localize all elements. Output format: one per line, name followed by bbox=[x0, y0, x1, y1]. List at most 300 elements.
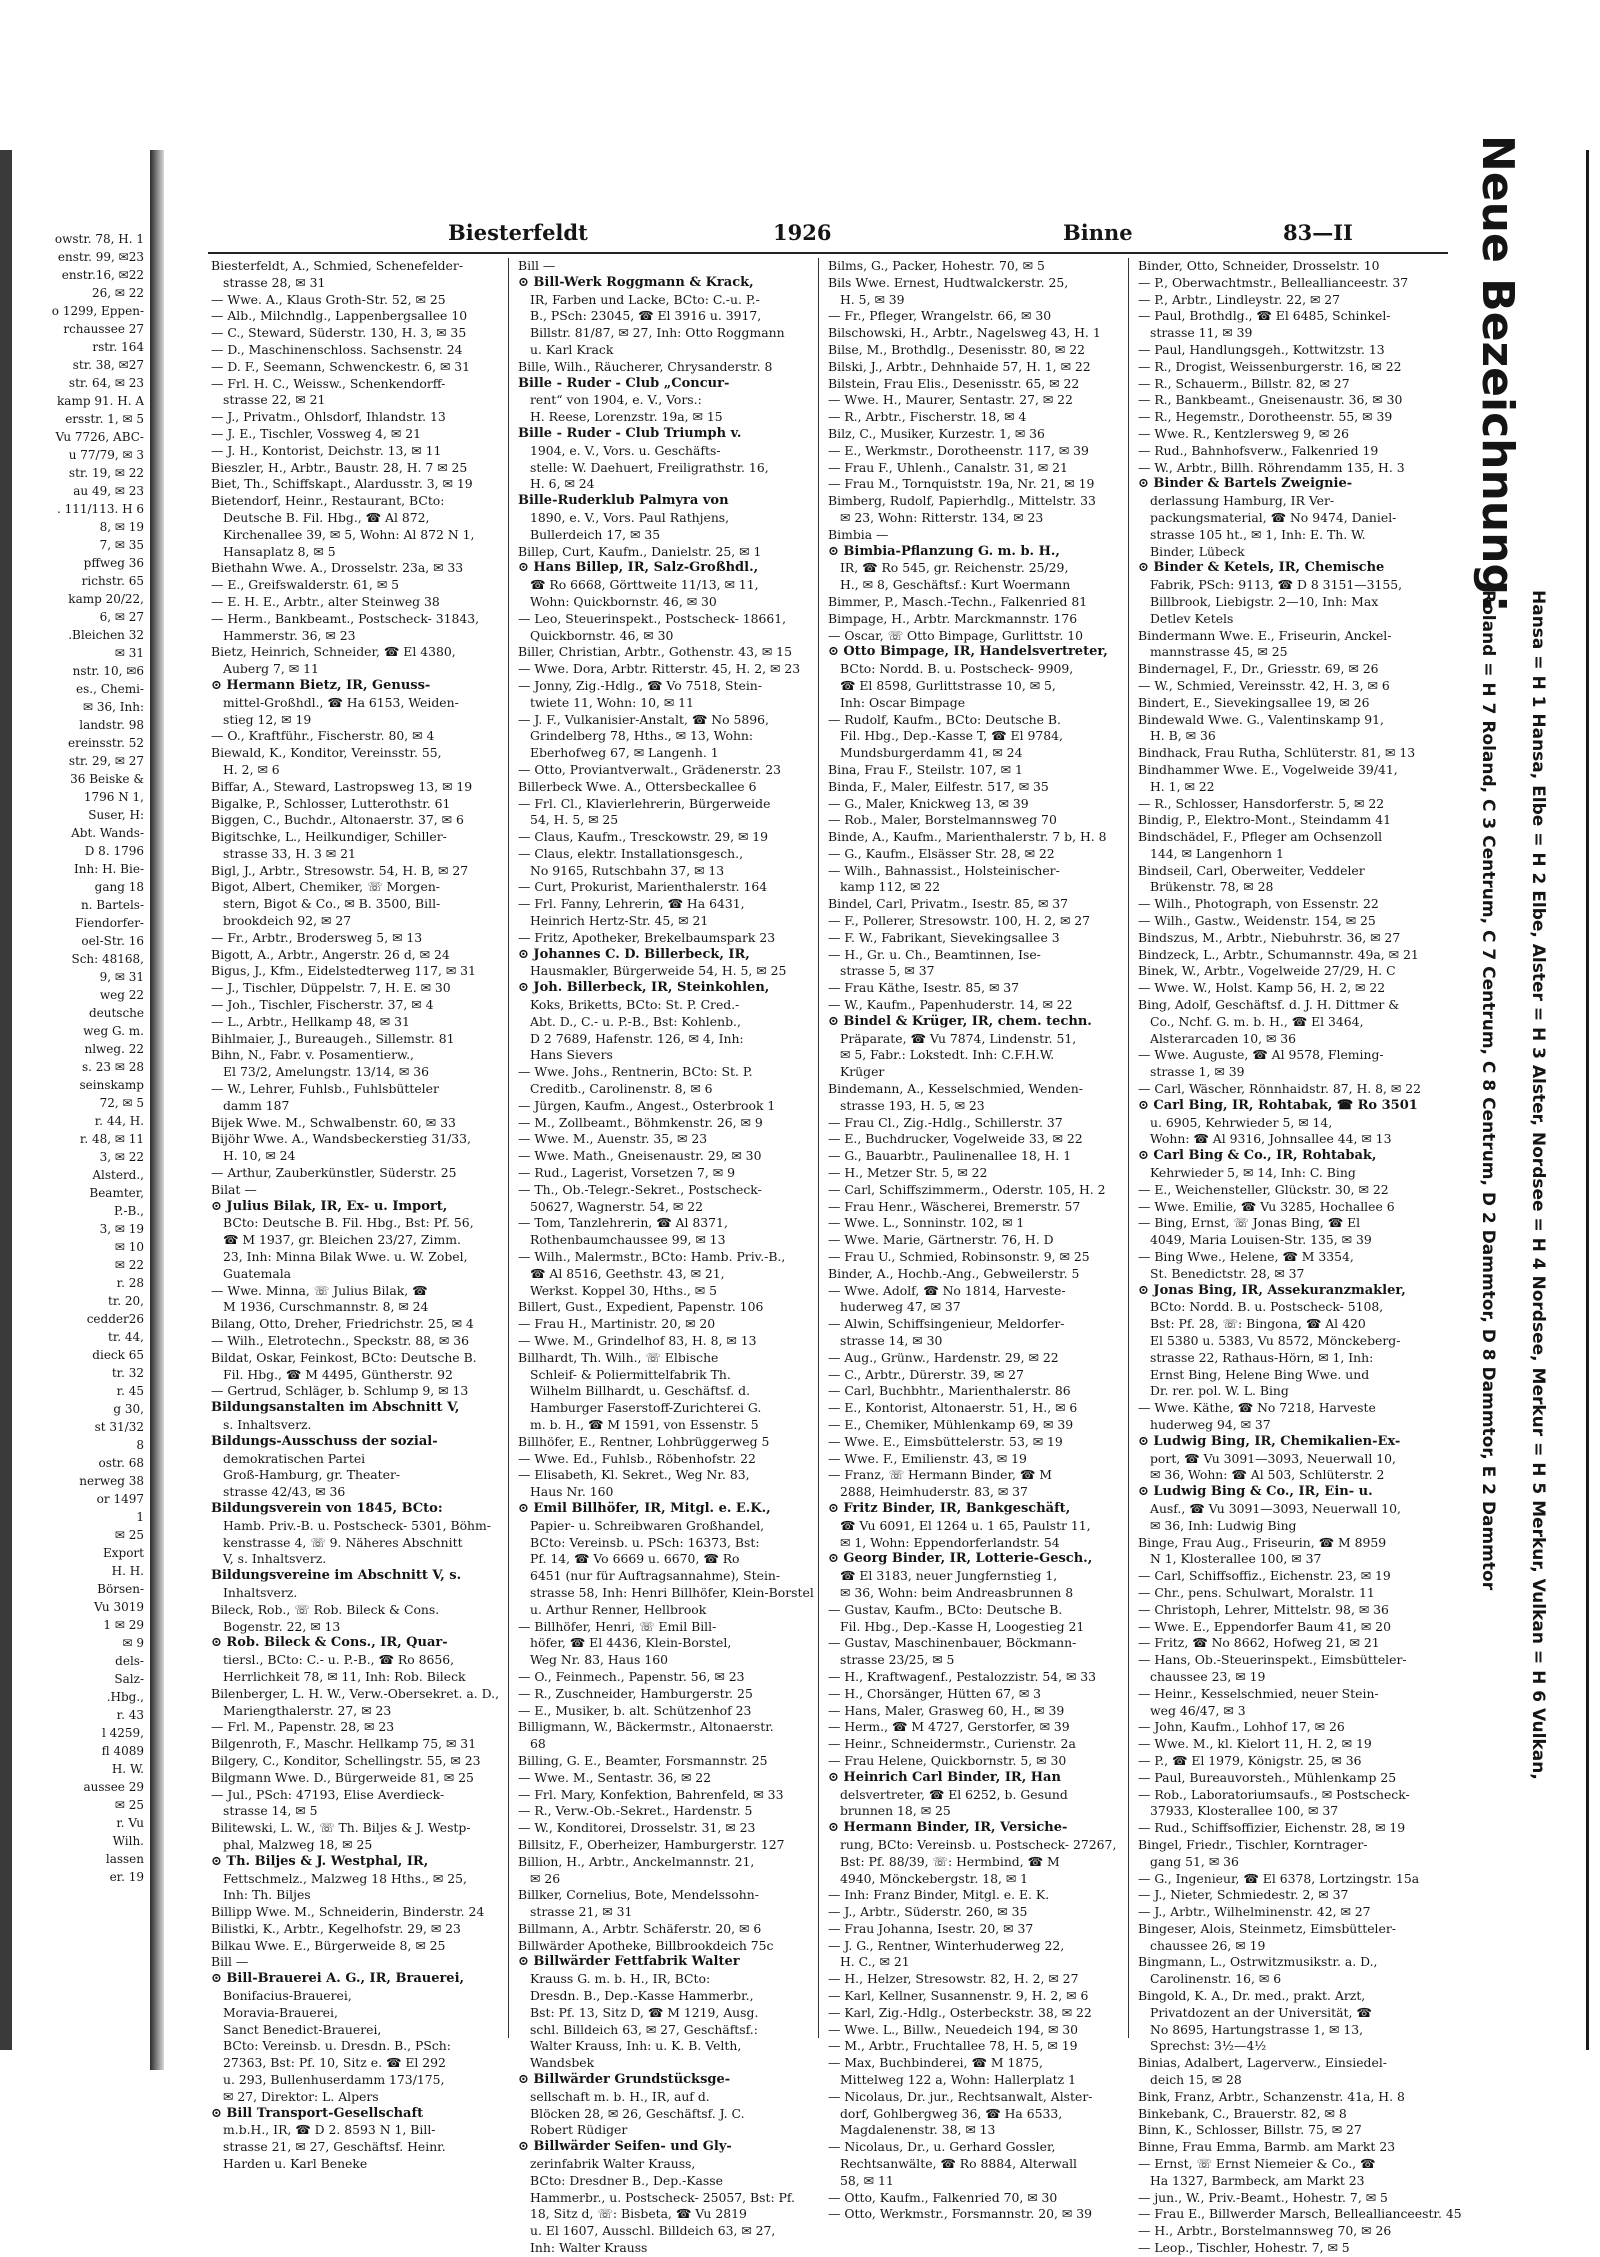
directory-entry-line: strasse 1, ✉ 39 bbox=[1150, 1064, 1245, 1080]
left-page-line: ✉ 9 bbox=[122, 1636, 144, 1650]
directory-entry-line: BCto: Nordd. B. u. Postscheck- 9909, bbox=[840, 661, 1074, 677]
directory-entry-line: — F., Pollerer, Stresowstr. 100, H. 2, ✉ 27 bbox=[828, 913, 1091, 929]
directory-entry-line: Bogenstr. 22, ✉ 13 bbox=[223, 1618, 341, 1634]
directory-entry-line: Binder, Lübeck bbox=[1150, 543, 1245, 559]
left-page-line: g 30, bbox=[113, 1402, 144, 1416]
directory-entry-line: zerinfabrik Walter Krauss, bbox=[530, 2156, 696, 2172]
directory-entry-line: Groß-Hamburg, gr. Theater- bbox=[223, 1467, 401, 1483]
directory-entry-line: Privatdozent an der Universität, ☎ bbox=[1150, 2004, 1372, 2020]
directory-entry-line: — Hans, Maler, Grasweg 60, H., ✉ 39 bbox=[828, 1702, 1065, 1718]
directory-entry-line: u. Karl Krack bbox=[530, 341, 614, 357]
directory-entry-line: weg 46/47, ✉ 3 bbox=[1150, 1702, 1246, 1718]
directory-entry-line: — Heinr., Schneidermstr., Curienstr. 2a bbox=[828, 1736, 1076, 1752]
directory-entry-line: Bingold, K. A., Dr. med., prakt. Arzt, bbox=[1138, 1988, 1366, 2004]
directory-entry-line: — Joh., Tischler, Fischerstr. 37, ✉ 4 bbox=[211, 997, 434, 1013]
left-page-line: l 4259, bbox=[101, 1726, 144, 1740]
directory-entry-line: Wandsbek bbox=[530, 2055, 595, 2071]
directory-entry-line: — Frau Käthe, Isestr. 85, ✉ 37 bbox=[828, 980, 1020, 996]
directory-entry-line: Hansaplatz 8, ✉ 5 bbox=[223, 543, 336, 559]
directory-entry-line: — Paul, Brothdlg., ☎ El 6485, Schinkel- bbox=[1138, 308, 1391, 324]
directory-entry-line: — Leop., Tischler, Hohestr. 7, ✉ 5 bbox=[1138, 2240, 1350, 2256]
directory-entry-line: Billing, G. E., Beamter, Forsmannstr. 25 bbox=[518, 1752, 768, 1768]
left-page-line: st 31/32 bbox=[94, 1420, 144, 1434]
directory-entry-line: Bindhammer Wwe. E., Vogelweide 39/41, bbox=[1138, 761, 1398, 777]
directory-entry-line: Bihlmaier, J., Bureaugeh., Sillemstr. 81 bbox=[211, 1030, 455, 1046]
left-page-line: H. W. bbox=[111, 1762, 144, 1776]
directory-entry-line: ⊙ Jonas Bing, IR, Assekuranzmakler, bbox=[1138, 1282, 1406, 1298]
directory-entry-line: N 1, Klosterallee 100, ✉ 37 bbox=[1150, 1551, 1322, 1567]
directory-entry-line: ⊙ Emil Billhöfer, IR, Mitgl. e. E.K., bbox=[518, 1500, 771, 1516]
left-page-line: ✉ 25 bbox=[114, 1528, 144, 1542]
directory-entry-line: Bietz, Heinrich, Schneider, ☎ El 4380, bbox=[211, 644, 456, 660]
left-page-line: landstr. 98 bbox=[79, 718, 144, 732]
left-page-line: or 1497 bbox=[96, 1492, 144, 1506]
directory-entry-line: — Frau Cl., Zig.-Hdlg., Schillerstr. 37 bbox=[828, 1114, 1063, 1130]
directory-entry-line: Herrlichkeit 78, ✉ 11, Inh: Rob. Bileck bbox=[223, 1668, 466, 1684]
directory-entry-line: Bindert, E., Sievekingsallee 19, ✉ 26 bbox=[1138, 694, 1370, 710]
directory-entry-line: ✉ 23, Wohn: Ritterstr. 134, ✉ 23 bbox=[840, 509, 1044, 525]
directory-entry-line: ⊙ Julius Bilak, IR, Ex- u. Import, bbox=[211, 1198, 448, 1214]
directory-entry-line: M 1936, Curschmannstr. 8, ✉ 24 bbox=[223, 1299, 429, 1315]
left-page-line: .Hbg., bbox=[106, 1690, 144, 1704]
directory-entry-line: — Jonny, Zig.-Hdlg., ☎ Vo 7518, Stein- bbox=[518, 677, 762, 693]
left-page-line: s. 23 ✉ 28 bbox=[81, 1060, 144, 1074]
directory-entry-line: — Rob., Laboratoriumsaufs., ✉ Postscheck- bbox=[1138, 1786, 1410, 1802]
directory-entry-line: — H., Arbtr., Borstelmannsweg 70, ✉ 26 bbox=[1138, 2223, 1392, 2239]
directory-entry-line: Inh: Oscar Bimpage bbox=[840, 694, 966, 710]
directory-entry-line: — G., Ingenieur, ☎ El 6378, Lortzingstr. 15a bbox=[1138, 1870, 1420, 1886]
directory-entry-line: Bille - Ruder - Club Triumph v. bbox=[518, 425, 742, 441]
directory-entry-line: Hammerbr., u. Postscheck- 25057, Bst: Pf. bbox=[530, 2189, 795, 2205]
directory-entry-line: ⊙ Bill-Brauerei A. G., IR, Brauerei, bbox=[211, 1971, 465, 1987]
directory-entry-line: ✉ 26 bbox=[530, 1870, 561, 1886]
directory-entry-line: ☎ El 8598, Gurlittstrasse 10, ✉ 5, bbox=[840, 677, 1056, 693]
directory-entry-line: Bing, Adolf, Geschäftsf. d. J. H. Dittmer & bbox=[1138, 997, 1400, 1013]
directory-entry-line: — Wwe. M., kl. Kielort 11, H. 2, ✉ 19 bbox=[1138, 1736, 1372, 1752]
directory-entry-line: Haus Nr. 160 bbox=[530, 1484, 614, 1500]
directory-entry-line: BCto: Vereinsb. u. PSch: 16373, Bst: bbox=[530, 1534, 760, 1550]
directory-entry-line: — P., Arbtr., Lindleystr. 22, ✉ 27 bbox=[1138, 291, 1341, 307]
left-page-line: tr. 32 bbox=[111, 1366, 144, 1380]
directory-entry-line: stern, Bigot & Co., ✉ B. 3500, Bill- bbox=[223, 896, 441, 912]
directory-entry-line: V, s. Inhaltsverz. bbox=[223, 1551, 327, 1567]
directory-entry-line: ✉ 5, Fabr.: Lokstedt. Inh: C.F.H.W. bbox=[840, 1047, 1055, 1063]
left-page-line: P.-B., bbox=[114, 1204, 144, 1218]
directory-entry-line: — Frau H., Martinistr. 20, ✉ 20 bbox=[518, 1316, 716, 1332]
left-page-line: 1 ✉ 29 bbox=[103, 1618, 144, 1632]
directory-entry-line: Kehrwieder 5, ✉ 14, Inh: C. Bing bbox=[1150, 1165, 1356, 1181]
directory-entry-line: strasse 58, Inh: Henri Billhöfer, Klein-Borstel bbox=[530, 1584, 814, 1600]
directory-entry-line: 1904, e. V., Vors. u. Geschäfts- bbox=[530, 442, 721, 458]
directory-entry-line: Grindelberg 78, Hths., ✉ 13, Wohn: bbox=[530, 728, 754, 744]
directory-entry-line: Bihn, N., Fabr. v. Posamentierw., bbox=[211, 1047, 415, 1063]
directory-entry-line: 1890, e. V., Vors. Paul Rathjens, bbox=[530, 509, 730, 525]
directory-entry-line: port, ☎ Vu 3091—3093, Neuerwall 10, bbox=[1150, 1450, 1396, 1466]
directory-entry-line: Binias, Adalbert, Lagerverw., Einsiedel- bbox=[1138, 2055, 1387, 2071]
directory-entry-line: BCto: Dresdner B., Dep.-Kasse bbox=[530, 2172, 723, 2188]
left-page-line: ✉ 36, Inh: bbox=[82, 700, 144, 714]
directory-entry-line: Bink, Franz, Arbtr., Schanzenstr. 41a, H. 8 bbox=[1138, 2088, 1405, 2104]
directory-entry-line: — M., Arbtr., Fruchtallee 78, H. 5, ✉ 19 bbox=[828, 2038, 1078, 2054]
directory-entry-line: — Fritz, Apotheker, Brekelbaumspark 23 bbox=[518, 929, 776, 945]
directory-entry-line: ⊙ Heinrich Carl Binder, IR, Han bbox=[828, 1769, 1061, 1785]
directory-entry-line: Bindhack, Frau Rutha, Schlüterstr. 81, ✉ 13 bbox=[1138, 745, 1416, 761]
directory-entry-line: H. 1, ✉ 22 bbox=[1150, 778, 1215, 794]
directory-entry-line: — H., Kraftwagenf., Pestalozzistr. 54, ✉ 33 bbox=[828, 1668, 1097, 1684]
directory-entry-line: Carolinenstr. 16, ✉ 6 bbox=[1150, 1971, 1282, 1987]
margin-note bbox=[1458, 135, 1548, 1890]
directory-entry-line: — E., Kontorist, Altonaerstr. 51, H., ✉ 6 bbox=[828, 1400, 1078, 1416]
directory-entry-line: Bimberg, Rudolf, Papierhdlg., Mittelstr. 33 bbox=[828, 493, 1096, 509]
directory-entry-line: — Franz, ☏ Hermann Binder, ☎ M bbox=[828, 1467, 1052, 1483]
directory-entry-line: — Hans, Ob.-Steuerinspekt., Eimsbütteler- bbox=[1138, 1652, 1407, 1668]
directory-entry-line: Bingmann, L., Ostrwitzmusikstr. a. D., bbox=[1138, 1954, 1378, 1970]
directory-page bbox=[168, 135, 1568, 2256]
header-rule bbox=[208, 252, 1448, 254]
directory-entry-line: Eberhofweg 67, ✉ Langenh. 1 bbox=[530, 745, 719, 761]
directory-entry-line: Bildungs-Ausschuss der sozial- bbox=[211, 1433, 438, 1449]
directory-entry-line: — Frau E., Billwerder Marsch, Belleallianceestr. 45 bbox=[1138, 2206, 1462, 2222]
left-page-line: Export bbox=[103, 1546, 144, 1560]
directory-entry-line: Bigitschke, L., Heilkundiger, Schiller- bbox=[211, 829, 447, 845]
directory-entry-line: 50627, Wagnerstr. 54, ✉ 22 bbox=[530, 1198, 704, 1214]
directory-entry-line: — R., Hegemstr., Dorotheenstr. 55, ✉ 39 bbox=[1138, 409, 1393, 425]
directory-entry-line: — R., Arbtr., Fischerstr. 18, ✉ 4 bbox=[828, 409, 1027, 425]
left-page-line: fl 4089 bbox=[101, 1744, 144, 1758]
directory-entry-line: Hammerstr. 36, ✉ 23 bbox=[223, 627, 356, 643]
directory-entry-line: Bildungsanstalten im Abschnitt V, bbox=[211, 1400, 460, 1416]
directory-entry-line: strasse 22, Rathaus-Hörn, ✉ 1, Inh: bbox=[1150, 1349, 1374, 1365]
directory-entry-line: — Wwe. E., Eimsbüttelerstr. 53, ✉ 19 bbox=[828, 1433, 1063, 1449]
directory-entry-line: — W., Schmied, Vereinsstr. 42, H. 3, ✉ 6 bbox=[1138, 677, 1390, 693]
directory-entry-line: — G., Maler, Knickweg 13, ✉ 39 bbox=[828, 795, 1029, 811]
directory-entry-line: ✉ 36, Wohn: beim Andreasbrunnen 8 bbox=[840, 1584, 1074, 1600]
directory-entry-line: ⊙ Fritz Binder, IR, Bankgeschäft, bbox=[828, 1500, 1071, 1516]
directory-entry-line: — O., Kraftführ., Fischerstr. 80, ✉ 4 bbox=[211, 728, 435, 744]
directory-entry-line: Bina, Frau F., Steilstr. 107, ✉ 1 bbox=[828, 761, 1023, 777]
left-page-line: owstr. 78, H. 1 bbox=[54, 232, 144, 246]
directory-entry-line: 6451 (nur für Auftragsannahme), Stein- bbox=[530, 1568, 781, 1584]
directory-entry-line: Bieszler, H., Arbtr., Baustr. 28, H. 7 ✉ 25 bbox=[211, 459, 468, 475]
directory-entry-line: Bimpage, H., Arbtr. Marckmannstr. 176 bbox=[828, 610, 1078, 626]
directory-entry-line: ⊙ Bill Transport-Gesellschaft bbox=[211, 2105, 424, 2121]
directory-entry-line: Mittelweg 122 a, Wohn: Hallerplatz 1 bbox=[840, 2072, 1076, 2088]
directory-entry-line: — H., Metzer Str. 5, ✉ 22 bbox=[828, 1165, 988, 1181]
directory-entry-line: — E. H. E., Arbtr., alter Steinweg 38 bbox=[211, 593, 440, 609]
directory-entry-line: ⊙ Rob. Bileck & Cons., IR, Quar- bbox=[211, 1635, 448, 1651]
directory-entry-line: D 2 7689, Hafenstr. 126, ✉ 4, Inh: bbox=[530, 1030, 744, 1046]
directory-entry-line: — Wwe. E., Eppendorfer Baum 41, ✉ 20 bbox=[1138, 1618, 1391, 1634]
directory-entry-line: stelle: W. Daehuert, Freiligrathstr. 16, bbox=[530, 459, 769, 475]
directory-entry-line: Walter Krauss, Inh: u. K. B. Velth, bbox=[530, 2038, 742, 2054]
left-page-line: r. 45 bbox=[116, 1384, 144, 1398]
left-page-line: str. 38, ✉27 bbox=[72, 358, 144, 372]
directory-entry-line: huderweg 47, ✉ 37 bbox=[840, 1299, 961, 1315]
directory-entry-line: Präparate, ☎ Vu 7874, Lindenstr. 51, bbox=[840, 1030, 1077, 1046]
directory-entry-line: Bilski, J., Arbtr., Dehnhaide 57, H. 1, ✉ 22 bbox=[828, 358, 1091, 374]
directory-entry-line: Heinrich Hertz-Str. 45, ✉ 21 bbox=[530, 913, 709, 929]
directory-entry-line: rung, BCto: Vereinsb. u. Postscheck- 27267, bbox=[840, 1836, 1117, 1852]
directory-entry-line: 54, H. 5, ✉ 25 bbox=[530, 812, 619, 828]
directory-entry-line: — Carl, Schiffsoffiz., Eichenstr. 23, ✉ 19 bbox=[1138, 1568, 1391, 1584]
directory-entry-line: Hamb. Priv.-B. u. Postscheck- 5301, Böhm- bbox=[223, 1517, 491, 1533]
directory-entry-line: — Gertrud, Schläger, b. Schlump 9, ✉ 13 bbox=[211, 1383, 469, 1399]
directory-entry-line: — E., Buchdrucker, Vogelweide 33, ✉ 22 bbox=[828, 1131, 1083, 1147]
directory-entry-line: Bilse, M., Brothdlg., Desenisstr. 80, ✉ 22 bbox=[828, 341, 1085, 357]
directory-entry-line: höfer, ☎ El 4436, Klein-Borstel, bbox=[530, 1635, 732, 1651]
directory-entry-line: s. Inhaltsverz. bbox=[223, 1416, 312, 1432]
left-page-line: 6, ✉ 27 bbox=[99, 610, 144, 624]
left-page-line: cedder26 bbox=[86, 1312, 144, 1326]
left-page-line: . 111/113. H 6 bbox=[56, 502, 144, 516]
directory-entry-line: — Nicolaus, Dr., u. Gerhard Gossler, bbox=[828, 2139, 1056, 2155]
directory-entry-line: Krüger bbox=[840, 1064, 885, 1080]
directory-entry-line: Bildat, Oskar, Feinkost, BCto: Deutsche B. bbox=[211, 1349, 477, 1365]
directory-entry-line: IR, ☎ Ro 545, gr. Reichenstr. 25/29, bbox=[840, 560, 1069, 576]
directory-entry-line: — H., Gr. u. Ch., Beamtinnen, Ise- bbox=[828, 946, 1041, 962]
left-page-line: 3, ✉ 19 bbox=[99, 1222, 144, 1236]
directory-entry-line: mittel-Großhdl., ☎ Ha 6153, Weiden- bbox=[223, 694, 459, 710]
directory-entry-line: ⊙ Bindel & Krüger, IR, chem. techn. bbox=[828, 1013, 1092, 1029]
directory-entry-line: delsvertreter, ☎ El 6252, b. Gesund bbox=[840, 1786, 1068, 1802]
left-page-line: Abt. Wands- bbox=[71, 826, 144, 840]
directory-entry-line: — Heinr., Kesselschmied, neuer Stein- bbox=[1138, 1685, 1379, 1701]
directory-entry-line: Binkebank, C., Brauerstr. 82, ✉ 8 bbox=[1138, 2105, 1347, 2121]
directory-entry-line: St. Benedictstr. 28, ✉ 37 bbox=[1150, 1265, 1305, 1281]
directory-entry-line: Billstr. 81/87, ✉ 27, Inh: Otto Roggmann bbox=[530, 325, 785, 341]
directory-entry-line: Biller, Christian, Arbtr., Gothenstr. 43, ✉ 15 bbox=[518, 644, 792, 660]
directory-entry-line: tiersl., BCto: C.- u. P.-B., ☎ Ro 8656, bbox=[223, 1652, 455, 1668]
directory-entry-line: Bill — bbox=[211, 1954, 249, 1970]
column-2 bbox=[518, 258, 814, 2256]
directory-entry-line: Bils Wwe. Ernest, Hudtwalckerstr. 25, bbox=[828, 274, 1069, 290]
directory-entry-line: — Frau Henr., Wäscherei, Bremerstr. 57 bbox=[828, 1198, 1081, 1214]
directory-entry-line: strasse 22, ✉ 21 bbox=[223, 392, 326, 408]
left-page-line: ostr. 68 bbox=[98, 1456, 144, 1470]
directory-entry-line: Bigus, J., Kfm., Eidelstedterweg 117, ✉ 31 bbox=[211, 963, 476, 979]
directory-entry-line: strasse 5, ✉ 37 bbox=[840, 963, 935, 979]
directory-entry-line: Biethahn Wwe. A., Drosselstr. 23a, ✉ 33 bbox=[211, 560, 464, 576]
directory-entry-line: — W., Konditorei, Drosselstr. 31, ✉ 23 bbox=[518, 1820, 756, 1836]
directory-entry-line: 2888, Heimhuderstr. 83, ✉ 37 bbox=[840, 1484, 1028, 1500]
directory-entry-line: ⊙ Otto Bimpage, IR, Handelsvertreter, bbox=[828, 644, 1108, 660]
directory-entry-line: damm 187 bbox=[223, 1097, 290, 1113]
left-page-line: richstr. 65 bbox=[81, 574, 144, 588]
left-page-line: 26, ✉ 22 bbox=[91, 286, 144, 300]
directory-entry-line: strasse 28, ✉ 31 bbox=[223, 274, 326, 290]
directory-entry-line: Hamburger Faserstoff-Zurichterei G. bbox=[530, 1400, 762, 1416]
directory-entry-line: — Frau F., Uhlenh., Canalstr. 31, ✉ 21 bbox=[828, 459, 1068, 475]
directory-entry-line: Rechtsanwälte, ☎ Ro 8884, Alterwall bbox=[840, 2156, 1078, 2172]
directory-entry-line: deich 15, ✉ 28 bbox=[1150, 2072, 1242, 2088]
left-page-line: 8 bbox=[136, 1438, 144, 1452]
directory-entry-line: — J. G., Rentner, Winterhuderweg 22, bbox=[828, 1937, 1065, 1953]
directory-entry-line: Inh: Walter Krauss bbox=[530, 2240, 648, 2256]
directory-entry-line: u. 6905, Kehrwieder 5, ✉ 14, bbox=[1150, 1114, 1333, 1130]
directory-entry-line: ⊙ Johannes C. D. Billerbeck, IR, bbox=[518, 946, 750, 962]
directory-entry-line: Bst: Pf. 88/39, ☏: Hermbind, ☎ M bbox=[840, 1853, 1060, 1869]
directory-entry-line: Billmann, A., Arbtr. Schäferstr. 20, ✉ 6 bbox=[518, 1920, 762, 1936]
directory-entry-line: — E., Greifswalderstr. 61, ✉ 5 bbox=[211, 577, 400, 593]
directory-entry-line: strasse 21, ✉ 31 bbox=[530, 1904, 633, 1920]
directory-entry-line: Kirchenallee 39, ✉ 5, Wohn: Al 872 N 1, bbox=[223, 526, 475, 542]
directory-entry-line: — Wwe. Ed., Fuhlsb., Röbenhofstr. 22 bbox=[518, 1450, 756, 1466]
left-page-line: ✉ 25 bbox=[114, 1798, 144, 1812]
directory-entry-line: — Wwe. Emilie, ☎ Vu 3285, Hochallee 6 bbox=[1138, 1198, 1395, 1214]
directory-entry-line: ✉ 27, Direktor: L. Alpers bbox=[223, 2088, 379, 2104]
directory-entry-line: — Tom, Tanzlehrerin, ☎ Al 8371, bbox=[518, 1215, 728, 1231]
page-edge bbox=[1586, 150, 1589, 2050]
directory-entry-line: Pf. 14, ☎ Vo 6669 u. 6670, ☎ Ro bbox=[530, 1551, 740, 1567]
directory-entry-line: Abt. D., C.- u. P.-B., Bst: Kohlenb., bbox=[530, 1013, 741, 1029]
directory-entry-line: schl. Billdeich 63, ✉ 27, Geschäftsf.: bbox=[530, 2021, 758, 2037]
directory-entry-line: Fettschmelz., Malzweg 18 Hths., ✉ 25, bbox=[223, 1870, 467, 1886]
directory-entry-line: Magdalenenstr. 38, ✉ 13 bbox=[840, 2122, 996, 2138]
directory-entry-line: — Chr., pens. Schulwart, Moralstr. 11 bbox=[1138, 1584, 1375, 1600]
directory-entry-line: kamp 112, ✉ 22 bbox=[840, 879, 941, 895]
directory-entry-line: ⊙ Georg Binder, IR, Lotterie-Gesch., bbox=[828, 1551, 1093, 1567]
directory-entry-line: gang 51, ✉ 36 bbox=[1150, 1853, 1239, 1869]
left-page-line: tr. 20, bbox=[108, 1294, 144, 1308]
directory-entry-line: Biggen, C., Buchdr., Altonaerstr. 37, ✉ 6 bbox=[211, 812, 464, 828]
directory-entry-line: H. 2, ✉ 6 bbox=[223, 761, 280, 777]
directory-entry-line: — Paul, Bureauvorsteh., Mühlenkamp 25 bbox=[1138, 1769, 1397, 1785]
directory-entry-line: Bilgmann Wwe. D., Bürgerweide 81, ✉ 25 bbox=[211, 1769, 474, 1785]
directory-entry-line: Bille-Ruderklub Palmyra von bbox=[518, 493, 729, 509]
directory-entry-line: — Claus, elektr. Installationsgesch., bbox=[518, 845, 744, 861]
directory-entry-line: H. C., ✉ 21 bbox=[840, 1954, 910, 1970]
directory-entry-line: ✉ 36, Wohn: ☎ Al 503, Schlüterstr. 2 bbox=[1150, 1467, 1385, 1483]
directory-entry-line: — Otto, Werkmstr., Forsmannstr. 20, ✉ 39 bbox=[828, 2206, 1092, 2222]
left-page-line: n. Bartels- bbox=[80, 898, 144, 912]
directory-entry-line: Hans Sievers bbox=[530, 1047, 613, 1063]
left-page-line: dels- bbox=[115, 1654, 144, 1668]
directory-entry-line: Bilang, Otto, Dreher, Friedrichstr. 25, ✉ 4 bbox=[211, 1316, 474, 1332]
directory-entry-line: Biesterfeldt, A., Schmied, Schenefelder- bbox=[211, 258, 463, 273]
directory-entry-line: 68 bbox=[530, 1736, 546, 1752]
left-page-line: er. 19 bbox=[109, 1870, 144, 1884]
left-page-line: Vu 7726, ABC- bbox=[55, 430, 144, 444]
directory-entry-line: Koks, Briketts, BCto: St. P. Cred.- bbox=[530, 997, 740, 1013]
left-page-line: Börsen- bbox=[97, 1582, 144, 1596]
directory-entry-line: Binge, Frau Aug., Friseurin, ☎ M 8959 bbox=[1138, 1534, 1387, 1550]
directory-entry-line: — Wilh., Bahnassist., Holsteinischer- bbox=[828, 862, 1060, 878]
left-page-line: tr. 44, bbox=[108, 1330, 144, 1344]
directory-entry-line: Billsitz, F., Oberheizer, Hamburgerstr. 127 bbox=[518, 1836, 785, 1852]
directory-entry-line: chaussee 23, ✉ 19 bbox=[1150, 1668, 1266, 1684]
left-page-line: o 1299, Eppen- bbox=[51, 304, 144, 318]
directory-entry-line: — Wwe. Math., Gneisenaustr. 29, ✉ 30 bbox=[518, 1148, 762, 1164]
directory-entry-line: — R., Drogist, Weissenburgerstr. 16, ✉ 22 bbox=[1138, 358, 1402, 374]
directory-entry-line: — J., Arbtr., Süderstr. 260, ✉ 35 bbox=[828, 1904, 1028, 1920]
directory-entry-line: strasse 42/43, ✉ 36 bbox=[223, 1484, 346, 1500]
directory-entry-line: 144, ✉ Langenhorn 1 bbox=[1150, 845, 1284, 861]
directory-entry-line: Biet, Th., Schiffskapt., Alardusstr. 3, ✉ 19 bbox=[211, 476, 473, 492]
directory-entry-line: — Inh: Franz Binder, Mitgl. e. E. K. bbox=[828, 1887, 1050, 1903]
directory-entry-line: strasse 33, H. 3 ✉ 21 bbox=[223, 845, 356, 861]
directory-entry-line: — Alwin, Schiffsingenieur, Meldorfer- bbox=[828, 1316, 1065, 1332]
directory-entry-line: — Otto, Kaufm., Falkenried 70, ✉ 30 bbox=[828, 2189, 1058, 2205]
directory-entry-line: Bindemann, A., Kesselschmied, Wenden- bbox=[828, 1081, 1083, 1097]
left-page-line: dieck 65 bbox=[92, 1348, 144, 1362]
left-page-line: r. 28 bbox=[116, 1276, 144, 1290]
directory-entry-line: ⊙ Binder & Ketels, IR, Chemische bbox=[1138, 560, 1385, 576]
directory-entry-line: Bilz, C., Musiker, Kurzestr. 1, ✉ 36 bbox=[828, 425, 1045, 441]
directory-entry-line: — Wwe. M., Grindelhof 83, H. 8, ✉ 13 bbox=[518, 1333, 757, 1348]
directory-entry-line: — Frau M., Tornquiststr. 19a, Nr. 21, ✉ 19 bbox=[828, 476, 1095, 492]
directory-entry-line: strasse 14, ✉ 30 bbox=[840, 1333, 943, 1348]
directory-entry-line: Billep, Curt, Kaufm., Danielstr. 25, ✉ 1 bbox=[518, 543, 762, 559]
left-page-line: 7, ✉ 35 bbox=[99, 538, 144, 552]
directory-entry-line: — Wilh., Photograph, von Essenstr. 22 bbox=[1138, 896, 1379, 912]
directory-entry-line: — Elisabeth, Kl. Sekret., Weg Nr. 83, bbox=[518, 1467, 750, 1483]
directory-entry-line: Bileck, Rob., ☏ Rob. Bileck & Cons. bbox=[211, 1601, 440, 1617]
directory-entry-line: — W., Lehrer, Fuhlsb., Fuhlsbütteler bbox=[211, 1081, 439, 1097]
directory-entry-line: Fil. Hbg., Dep.-Kasse T, ☎ El 9784, bbox=[840, 728, 1063, 744]
directory-entry-line: Blöcken 28, ✉ 26, Geschäftsf. J. C. bbox=[530, 2105, 745, 2121]
directory-entry-line: Bilistki, K., Arbtr., Kegelhofstr. 29, ✉ 23 bbox=[211, 1920, 461, 1936]
directory-entry-line: — jun., W., Priv.-Beamt., Hohestr. 7, ✉ 5 bbox=[1138, 2189, 1388, 2205]
directory-entry-line: — Carl, Schiffszimmerm., Oderstr. 105, H. 2 bbox=[828, 1181, 1106, 1197]
directory-entry-line: Bille, Wilh., Räucherer, Chrysanderstr. 8 bbox=[518, 358, 773, 374]
directory-entry-line: 58, ✉ 11 bbox=[840, 2172, 894, 2188]
directory-entry-line: Bindel, Carl, Privatm., Isestr. 85, ✉ 37 bbox=[828, 896, 1069, 912]
left-page-line: enstr.16, ✉22 bbox=[61, 268, 144, 282]
directory-entry-line: — J., Arbtr., Wilhelminenstr. 42, ✉ 27 bbox=[1138, 1904, 1371, 1920]
directory-entry-line: Sanct Benedict-Brauerei, bbox=[223, 2021, 382, 2037]
directory-entry-line: — R., Verw.-Ob.-Sekret., Hardenstr. 5 bbox=[518, 1803, 753, 1819]
left-page-line: Wilh. bbox=[112, 1834, 144, 1848]
directory-entry-line: ⊙ Bill-Werk Roggmann & Krack, bbox=[518, 274, 754, 290]
left-page-line: rstr. 164 bbox=[92, 340, 144, 354]
directory-entry-line: — Otto, Proviantverwalt., Grädenerstr. 23 bbox=[518, 761, 782, 777]
directory-entry-line: — R., Schauerm., Billstr. 82, ✉ 27 bbox=[1138, 375, 1350, 391]
directory-entry-line: BCto: Deutsche B. Fil. Hbg., Bst: Pf. 56, bbox=[223, 1215, 474, 1231]
directory-entry-line: — E., Werkmstr., Dorotheenstr. 117, ✉ 39 bbox=[828, 442, 1089, 458]
directory-entry-line: El 73/2, Amelungstr. 13/14, ✉ 36 bbox=[223, 1064, 429, 1080]
directory-entry-line: — G., Bauarbtr., Paulinenallee 18, H. 1 bbox=[828, 1148, 1072, 1164]
directory-entry-line: Bilstein, Frau Elis., Desenisstr. 65, ✉ 22 bbox=[828, 375, 1080, 391]
directory-entry-line: — Ernst, ☏ Ernst Niemeier & Co., ☎ bbox=[1138, 2156, 1376, 2172]
directory-entry-line: Bilgenroth, F., Maschr. Hellkamp 75, ✉ 31 bbox=[211, 1736, 477, 1752]
directory-entry-line: — G., Kaufm., Elsässer Str. 28, ✉ 22 bbox=[828, 845, 1055, 861]
column-1 bbox=[211, 258, 500, 2172]
directory-entry-line: Wilhelm Billhardt, u. Geschäftsf. d. bbox=[530, 1383, 751, 1399]
directory-entry-line: ⊙ Hermann Bietz, IR, Genuss- bbox=[211, 677, 431, 693]
directory-entry-line: — Wilh., Gastw., Weidenstr. 154, ✉ 25 bbox=[1138, 913, 1376, 929]
directory-entry-line: — Wwe. R., Kentzlersweg 9, ✉ 26 bbox=[1138, 425, 1350, 441]
directory-entry-line: — Wwe. A., Klaus Groth-Str. 52, ✉ 25 bbox=[211, 291, 446, 307]
directory-entry-line: — P., ☎ El 1979, Königstr. 25, ✉ 36 bbox=[1138, 1752, 1362, 1768]
left-page-line: H. H. bbox=[111, 1564, 144, 1578]
directory-entry-line: — Arthur, Zauberkünstler, Süderstr. 25 bbox=[211, 1165, 457, 1181]
left-page-line: au 49, ✉ 23 bbox=[73, 484, 144, 498]
directory-entry-line: Papier- u. Schreibwaren Großhandel, bbox=[530, 1517, 765, 1533]
book-spine bbox=[150, 150, 164, 2070]
left-page-line: 1 bbox=[136, 1510, 144, 1524]
directory-entry-line: H. B, ✉ 36 bbox=[1150, 728, 1216, 744]
left-page-line: nlweg. 22 bbox=[84, 1042, 144, 1056]
directory-entry-line: Binder, Otto, Schneider, Drosselstr. 10 bbox=[1138, 258, 1380, 273]
directory-entry-line: strasse 23/25, ✉ 5 bbox=[840, 1652, 955, 1668]
directory-entry-line: mannstrasse 45, ✉ 25 bbox=[1150, 644, 1288, 660]
directory-entry-line: Bonifacius-Brauerei, bbox=[223, 1988, 352, 2004]
left-page-line: pffweg 36 bbox=[83, 556, 144, 570]
directory-entry-line: Binda, F., Maler, Eilfestr. 517, ✉ 35 bbox=[828, 778, 1049, 794]
directory-entry-line: Billhardt, Th. Wilh., ☏ Elbische bbox=[518, 1349, 719, 1365]
directory-entry-line: Ernst Bing, Helene Bing Wwe. und bbox=[1150, 1366, 1370, 1382]
directory-entry-line: — M., Zollbeamt., Böhmkenstr. 26, ✉ 9 bbox=[518, 1114, 763, 1130]
